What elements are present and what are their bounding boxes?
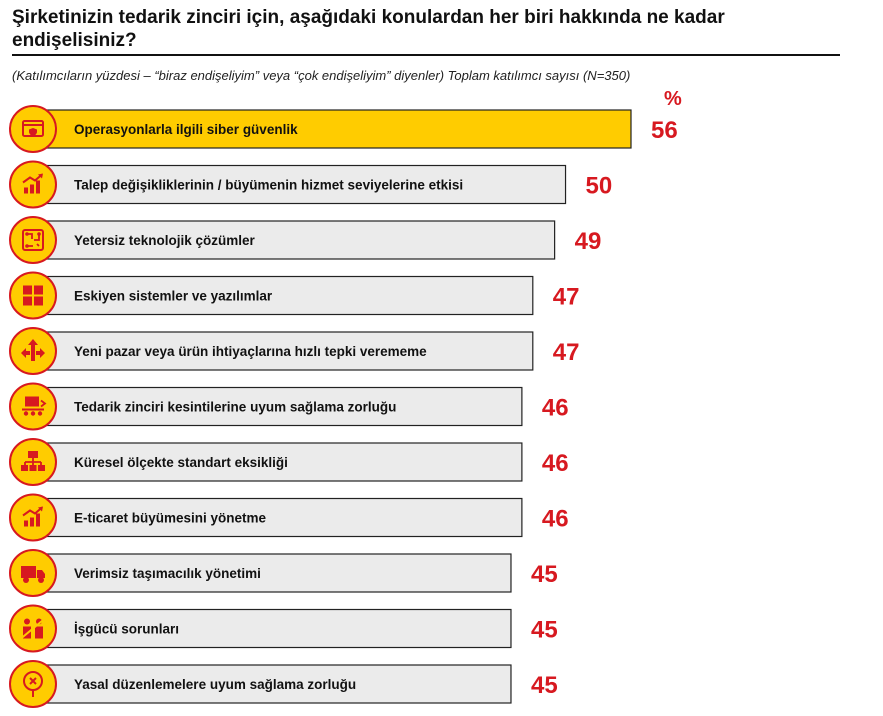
bar-label-9: İşgücü sorunları: [74, 621, 180, 637]
bar-label-2: Yetersiz teknolojik çözümler: [74, 233, 255, 248]
value-label-7: 46: [541, 505, 569, 533]
circuit-board-icon: [10, 217, 56, 263]
value-label-6: 46: [541, 450, 569, 477]
growth-chart-icon: [10, 495, 56, 541]
window-grid-icon: [10, 273, 56, 319]
chart-title: Şirketinizin tedarik zinciri için, aşağıdaki konulardan her biri hakkında ne kadar endişelisiniz?: [12, 7, 725, 51]
workers-icon: [10, 606, 56, 652]
map-pin-icon: [10, 661, 56, 707]
truck-icon: [10, 550, 56, 596]
chart-subtitle: (Katılımcıların yüzdesi – “biraz endişeliyim” veya “çok endişeliyim” diyenler) Toplam katılımcı sayısı (N=350): [12, 68, 631, 83]
bar-label-5: Tedarik zinciri kesintilerine uyum sağlama zorluğu: [74, 399, 397, 415]
bar-label-8: Verimsiz taşımacılık yönetimi: [74, 566, 261, 581]
shield-screen-icon: [10, 106, 56, 152]
value-label-0: 56: [651, 117, 678, 144]
unit-label: %: [664, 88, 682, 110]
bar-label-0: Operasyonlarla ilgili siber güvenlik: [74, 122, 298, 137]
bar-label-4: Yeni pazar veya ürün ihtiyaçlarına hızlı tepki verememe: [74, 344, 427, 359]
bar-label-1: Talep değişikliklerinin / büyümenin hizmet seviyelerine etkisi: [74, 177, 464, 193]
direction-arrows-icon: [10, 328, 56, 374]
value-label-4: 47: [552, 339, 580, 366]
value-label-5: 46: [541, 394, 569, 422]
value-label-3: 47: [552, 283, 580, 311]
conveyor-box-icon: [10, 384, 56, 430]
bar-label-10: Yasal düzenlemelere uyum sağlama zorluğu: [74, 677, 357, 692]
value-label-9: 45: [530, 616, 558, 644]
growth-chart-icon: [10, 162, 56, 208]
org-chart-icon: [10, 439, 56, 485]
value-label-2: 49: [574, 228, 602, 255]
bar-label-3: Eskiyen sistemler ve yazılımlar: [74, 288, 273, 304]
value-label-1: 50: [585, 172, 613, 200]
bar-label-7: E-ticaret büyümesini yönetme: [74, 510, 267, 526]
value-label-10: 45: [530, 672, 558, 699]
value-label-8: 45: [530, 561, 558, 588]
bar-label-6: Küresel ölçekte standart eksikliği: [74, 455, 288, 470]
